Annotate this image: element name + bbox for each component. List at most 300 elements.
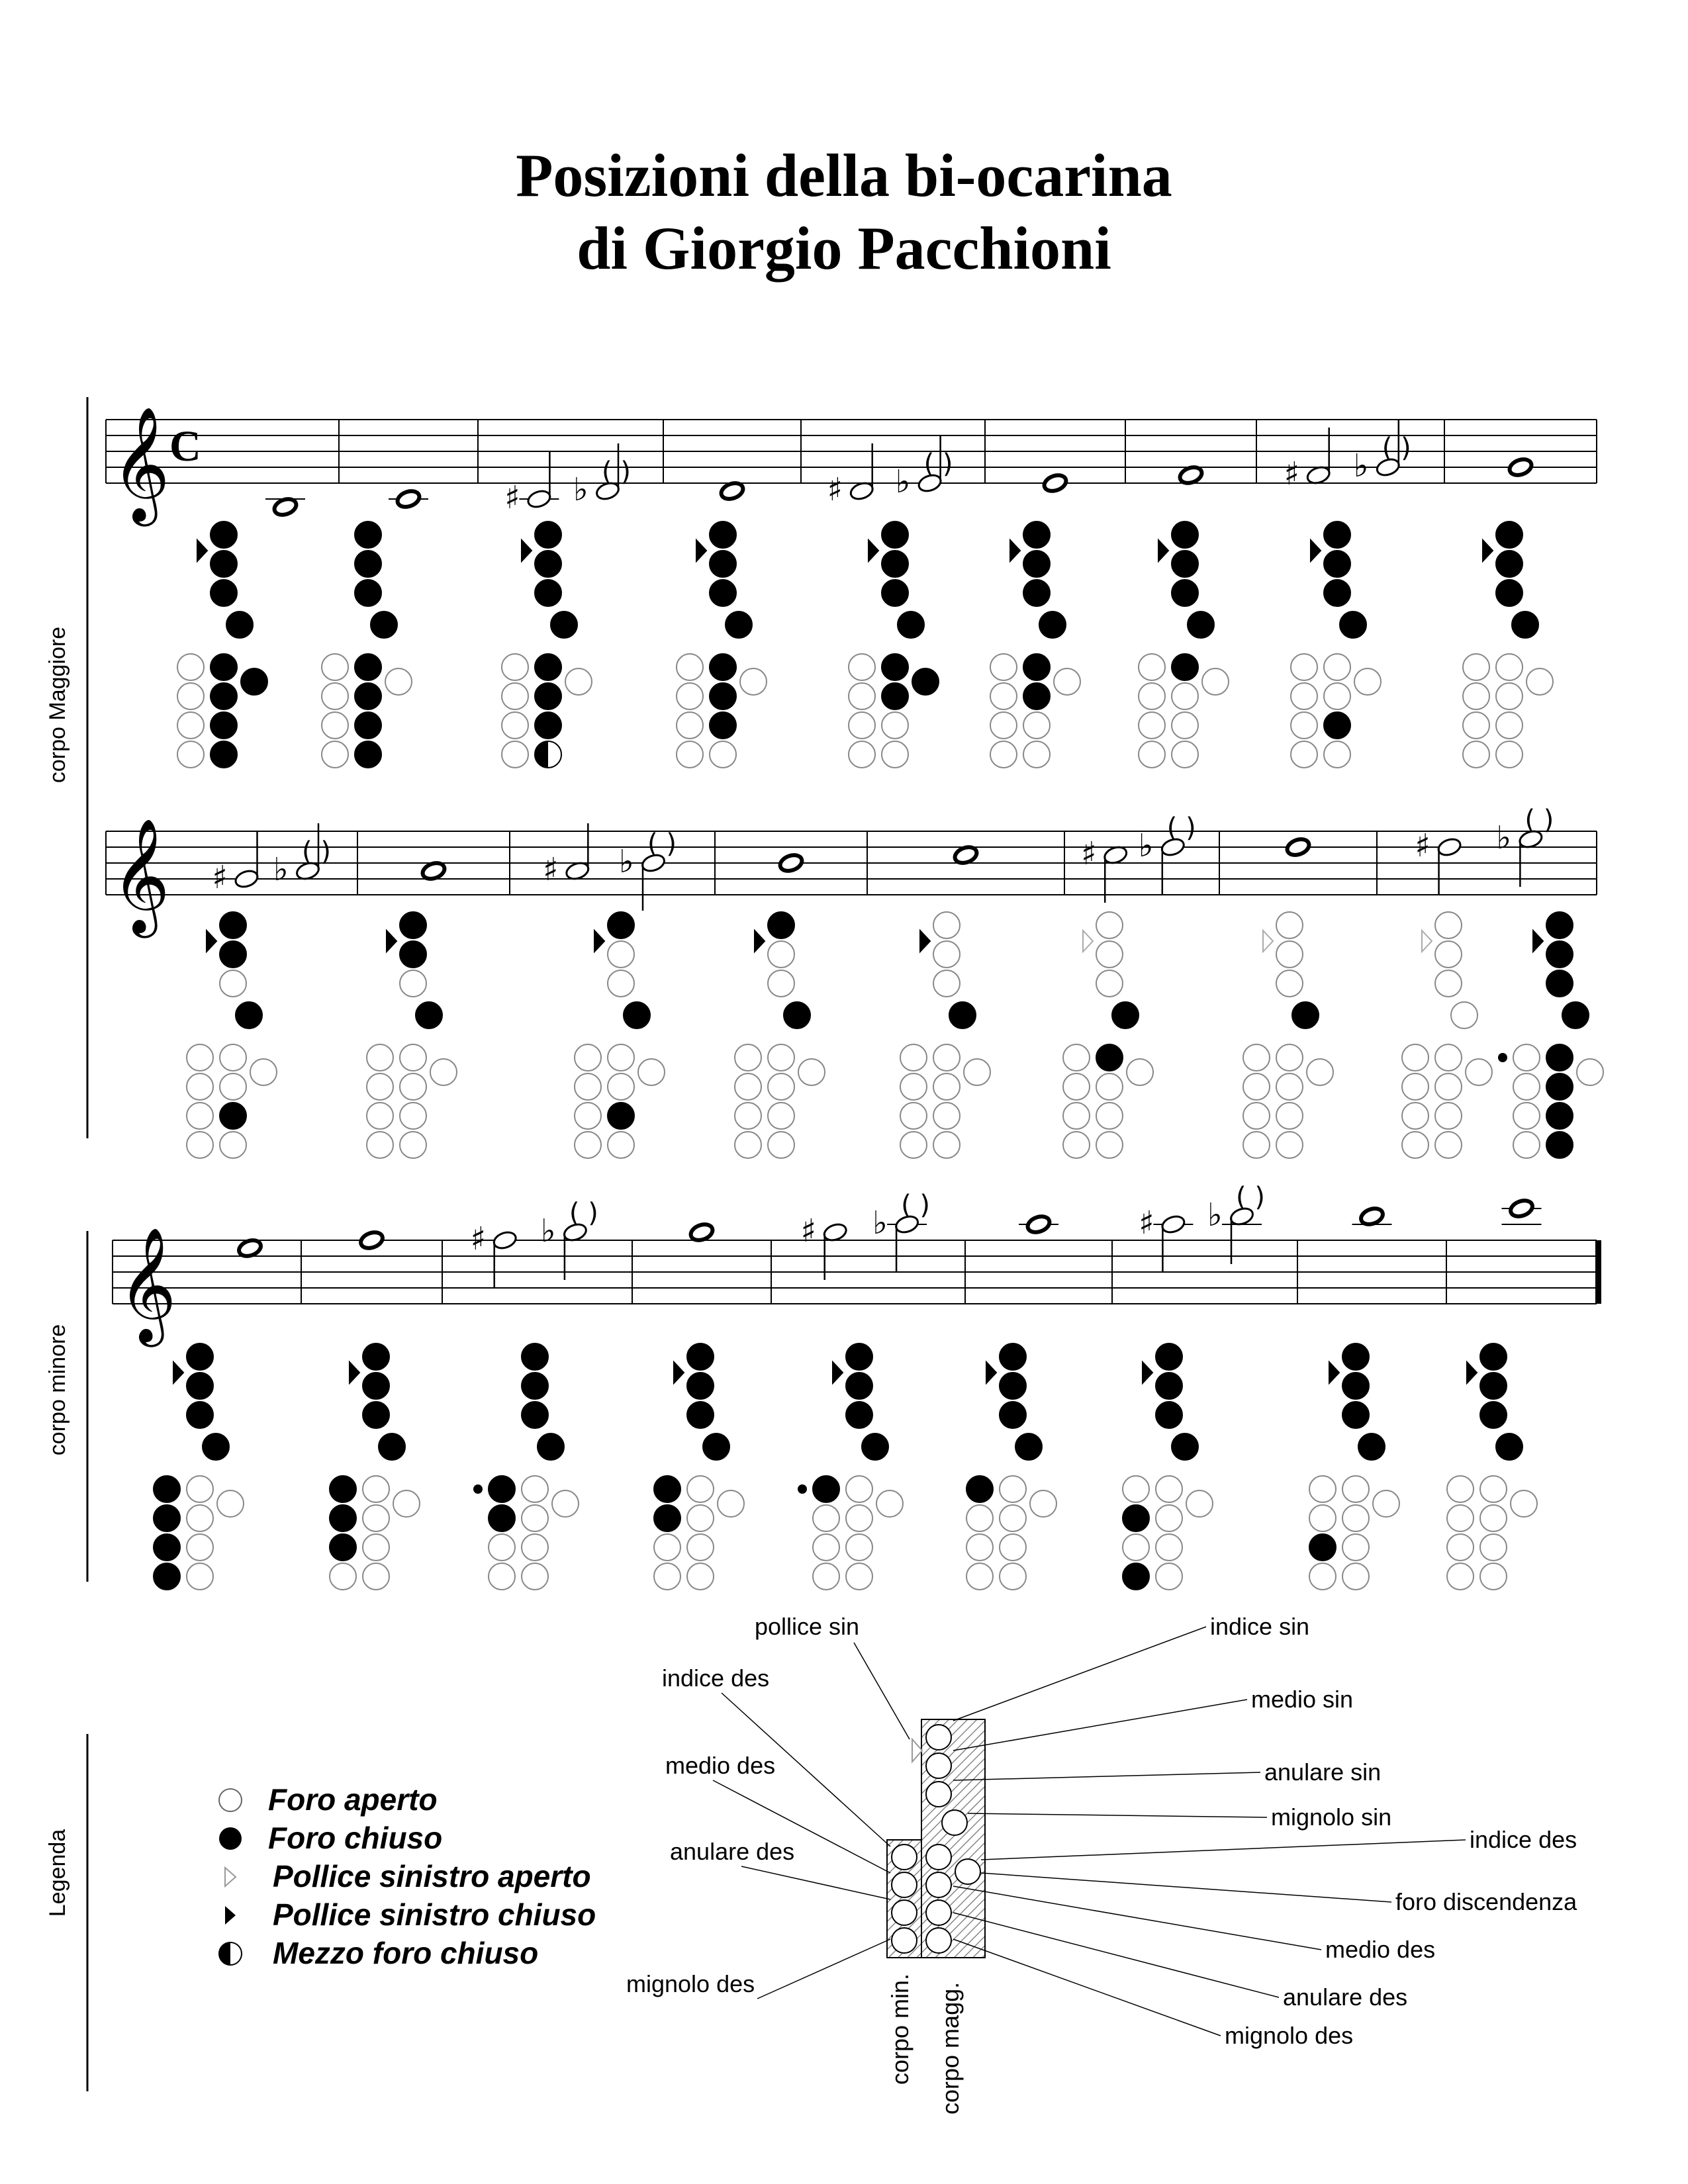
fingering: [1139, 522, 1229, 768]
hole-open: [608, 1044, 634, 1071]
legend: [219, 1782, 596, 1970]
thumb-closed-icon: [920, 931, 930, 952]
hole-open: [1307, 1059, 1333, 1085]
hole-closed: [551, 612, 577, 638]
hole-open: [1513, 1103, 1540, 1129]
hole-open: [363, 1476, 389, 1502]
hole-closed: [154, 1476, 180, 1502]
hole-open: [187, 1505, 213, 1531]
hole-closed: [371, 612, 397, 638]
hole-closed: [489, 1476, 515, 1502]
label-corpo-min: corpo min.: [886, 1973, 914, 2085]
hole-open: [322, 712, 348, 739]
hole-open: [1291, 683, 1317, 709]
diagram-label: anulare des: [1283, 1983, 1408, 2011]
hole-closed: [654, 1505, 680, 1531]
thumb-open-icon: [1263, 931, 1273, 952]
hole-open: [400, 1073, 426, 1100]
legend-thumb-open-icon: [225, 1868, 236, 1886]
hole-open: [1030, 1490, 1056, 1517]
hole-closed: [1358, 1433, 1385, 1460]
hole-closed: [538, 1433, 564, 1460]
fingering: [654, 1343, 744, 1590]
hole-closed: [211, 580, 237, 606]
hole-open: [768, 1044, 794, 1071]
hole-open: [1402, 1132, 1429, 1158]
parenthesis: ( ): [602, 457, 631, 487]
hole-closed: [522, 1343, 548, 1370]
hole-open: [1096, 1073, 1123, 1100]
thumb-closed-icon: [1143, 1362, 1152, 1383]
hole-closed: [535, 712, 561, 739]
hole-open: [1496, 683, 1523, 709]
thumb-closed-icon: [1329, 1362, 1339, 1383]
hole-closed: [1480, 1402, 1507, 1428]
hole-closed: [522, 1402, 548, 1428]
hole-open: [322, 741, 348, 768]
hole-open: [1513, 1132, 1540, 1158]
note: [541, 1198, 598, 1280]
hole-open: [933, 1103, 960, 1129]
hole-closed: [211, 683, 237, 709]
diagram-label: mignolo des: [626, 1970, 755, 1997]
hole-closed: [1172, 580, 1198, 606]
hole-open: [1354, 668, 1381, 695]
hole-open: [846, 1563, 872, 1590]
hole-closed: [1496, 551, 1523, 577]
hole-closed: [1172, 522, 1198, 548]
hole-closed: [1546, 912, 1573, 938]
accidental: ♯: [1139, 1205, 1154, 1242]
hole-closed: [535, 522, 561, 548]
accidental: ♭: [1496, 819, 1512, 856]
accidental: ♭: [1138, 827, 1154, 864]
note: [1081, 835, 1129, 903]
hole-closed: [687, 1343, 714, 1370]
leader-line: [953, 1939, 1221, 2036]
accidental: ♭: [540, 1212, 556, 1250]
side-label-maggiore: corpo Maggiore: [45, 626, 70, 784]
hole-open: [502, 654, 528, 680]
legend-text: Pollice sinistro chiuso: [273, 1897, 596, 1932]
note: [1502, 1198, 1542, 1224]
hole-open: [1139, 741, 1165, 768]
hole-open: [1577, 1059, 1603, 1085]
hole-open: [966, 1534, 993, 1561]
hole-open: [187, 1073, 213, 1100]
label-corpo-magg: corpo magg.: [937, 1981, 964, 2115]
hole-open: [367, 1044, 393, 1071]
hole-open: [187, 1103, 213, 1129]
hole-open: [1023, 712, 1050, 739]
hole-open: [575, 1073, 601, 1100]
hole-open: [1023, 741, 1050, 768]
accidental: ♭: [619, 843, 634, 880]
treble-clef-icon: 𝄞: [111, 406, 170, 522]
thumb-closed-icon: [1483, 540, 1493, 561]
hole-closed: [220, 1103, 246, 1129]
hole-open: [363, 1505, 389, 1531]
note: [359, 1230, 385, 1251]
leader-line: [741, 1866, 890, 1899]
hole-open: [1243, 1073, 1270, 1100]
hole-open: [1435, 1073, 1462, 1100]
title-line-2: di Giorgio Pacchioni: [577, 214, 1111, 282]
accidental: ♯: [543, 851, 559, 888]
hole-closed: [220, 912, 246, 938]
hole-open: [1480, 1476, 1507, 1502]
hole-closed: [226, 612, 253, 638]
hole-open: [735, 1103, 761, 1129]
hole-closed: [1309, 1534, 1336, 1561]
hole-closed: [355, 580, 381, 606]
hole-closed: [862, 1433, 888, 1460]
hole-closed: [1156, 1343, 1182, 1370]
hole-open: [638, 1059, 665, 1085]
hole-open: [926, 1782, 951, 1807]
hole-open: [502, 741, 528, 768]
hole-open: [1480, 1505, 1507, 1531]
hole-closed: [1324, 551, 1350, 577]
hole-closed: [710, 580, 736, 606]
leader-line: [953, 1913, 1279, 1997]
note: [827, 443, 875, 508]
note: [1507, 457, 1533, 478]
hole-open: [1342, 1476, 1369, 1502]
hole-closed: [608, 1103, 634, 1129]
hole-open: [1063, 1132, 1090, 1158]
hole-open: [400, 1044, 426, 1071]
hole-open: [1096, 941, 1123, 968]
hole-open: [177, 712, 204, 739]
parenthesis: ( ): [1236, 1182, 1265, 1212]
accidental: ♯: [1081, 835, 1097, 872]
notehead: [1507, 457, 1533, 478]
hole-open: [900, 1044, 927, 1071]
hole-closed: [1156, 1402, 1182, 1428]
note: [573, 443, 631, 508]
diagram-label: anulare des: [670, 1838, 795, 1865]
hole-open: [849, 712, 875, 739]
hole-open: [1447, 1534, 1474, 1561]
hole-open: [400, 1103, 426, 1129]
hole-closed: [882, 522, 908, 548]
hole-open: [990, 712, 1017, 739]
thumb-open-icon: [1083, 931, 1093, 952]
hole-open: [900, 1073, 927, 1100]
note: [1352, 1206, 1392, 1227]
hole-open: [926, 1900, 951, 1925]
hole-closed: [1342, 1402, 1369, 1428]
note: [778, 852, 804, 874]
thumb-open-icon: [1422, 931, 1432, 952]
hole-open: [1291, 741, 1317, 768]
hole-open: [926, 1753, 951, 1778]
note: [1496, 805, 1554, 887]
hole-open: [768, 941, 794, 968]
notehead: [1436, 837, 1462, 858]
hole-open: [1496, 654, 1523, 680]
diagram-label: indice des: [1470, 1826, 1577, 1853]
parenthesis: ( ): [901, 1190, 931, 1220]
hole-open: [933, 1132, 960, 1158]
hole-open: [892, 1928, 917, 1953]
accidental: ♭: [1353, 447, 1369, 484]
thumb-closed-icon: [833, 1362, 843, 1383]
hole-closed: [1512, 612, 1538, 638]
accidental: ♯: [504, 479, 520, 516]
hole-open: [489, 1534, 515, 1561]
hole-closed: [220, 941, 246, 968]
hole-open: [654, 1534, 680, 1561]
hole-open: [1342, 1505, 1369, 1531]
hole-open: [187, 1476, 213, 1502]
hole-open: [1000, 1563, 1026, 1590]
hole-open: [1096, 912, 1123, 938]
fingering: [849, 522, 939, 768]
hole-closed: [154, 1563, 180, 1590]
hole-closed: [966, 1476, 993, 1502]
thumb-closed-icon: [696, 540, 706, 561]
hole-closed: [1023, 654, 1050, 680]
hole-closed: [211, 741, 237, 768]
parenthesis: ( ): [923, 449, 953, 479]
hole-closed: [710, 522, 736, 548]
hole-closed: [882, 654, 908, 680]
small-dot: [798, 1484, 807, 1494]
hole-closed: [1172, 654, 1198, 680]
hole-open: [1276, 1044, 1303, 1071]
accidental: ♯: [470, 1220, 486, 1257]
note: [801, 1212, 849, 1280]
hole-open: [1123, 1534, 1149, 1561]
hole-closed: [1023, 522, 1050, 548]
hole-open: [1202, 668, 1229, 695]
hole-closed: [400, 941, 426, 968]
hole-open: [1172, 712, 1198, 739]
fingering: [330, 1343, 420, 1590]
hole-closed: [784, 1002, 810, 1028]
hole-open: [892, 1872, 917, 1897]
hole-open: [768, 1132, 794, 1158]
hole-closed: [846, 1343, 872, 1370]
hole-half-fill: [535, 741, 548, 768]
note: [1139, 1205, 1193, 1272]
hole-open: [1139, 683, 1165, 709]
hole-closed: [355, 654, 381, 680]
hole-open: [892, 1844, 917, 1870]
legend-text: Foro aperto: [268, 1782, 438, 1817]
hole-open: [768, 1103, 794, 1129]
notehead: [526, 488, 552, 510]
hole-open: [330, 1563, 356, 1590]
hole-open: [1243, 1132, 1270, 1158]
fingering: [798, 1343, 903, 1590]
hole-closed: [330, 1476, 356, 1502]
hole-open: [489, 1563, 515, 1590]
hole-open: [876, 1490, 903, 1517]
hole-open: [575, 1132, 601, 1158]
hole-closed: [1156, 1373, 1182, 1399]
hole-closed: [522, 1373, 548, 1399]
hole-closed: [363, 1373, 389, 1399]
hole-open: [1309, 1563, 1336, 1590]
hole-closed: [416, 1002, 442, 1028]
note: [1354, 420, 1411, 484]
hole-open: [217, 1490, 244, 1517]
hole-open: [933, 912, 960, 938]
hole-closed: [355, 712, 381, 739]
hole-open: [933, 941, 960, 968]
hole-closed: [768, 912, 794, 938]
hole-open: [367, 1103, 393, 1129]
hole-open: [367, 1132, 393, 1158]
notehead: [1509, 1198, 1534, 1219]
fingering: [1243, 912, 1333, 1158]
hole-open: [1156, 1563, 1182, 1590]
leader-line: [981, 1873, 1391, 1902]
thumb-closed-icon: [173, 1362, 183, 1383]
note: [1415, 827, 1463, 895]
hole-open: [813, 1534, 839, 1561]
note: [619, 829, 677, 911]
hole-closed: [1112, 1002, 1139, 1028]
hole-closed: [710, 712, 736, 739]
treble-clef-icon: 𝄞: [111, 818, 170, 933]
hole-open: [1324, 654, 1350, 680]
hole-open: [926, 1725, 951, 1750]
hole-open: [1402, 1044, 1429, 1071]
hole-closed: [912, 668, 939, 695]
hole-open: [1172, 683, 1198, 709]
note: [872, 1190, 930, 1272]
hole-open: [1324, 741, 1350, 768]
hole-open: [1096, 970, 1123, 997]
hole-open: [1000, 1534, 1026, 1561]
hole-open: [575, 1103, 601, 1129]
hole-open: [677, 654, 703, 680]
parenthesis: ( ): [647, 829, 677, 859]
hole-open: [1139, 712, 1165, 739]
hole-open: [813, 1505, 839, 1531]
hole-open: [926, 1872, 951, 1897]
hole-closed: [882, 551, 908, 577]
hole-closed: [1096, 1044, 1123, 1071]
hole-open: [385, 668, 412, 695]
hole-closed: [535, 551, 561, 577]
accidental: ♭: [1207, 1197, 1223, 1234]
hole-open: [177, 741, 204, 768]
thumb-closed-icon: [986, 1362, 996, 1383]
hole-closed: [1123, 1505, 1149, 1531]
time-signature: C: [169, 422, 201, 471]
leader-line: [953, 1627, 1206, 1721]
hole-closed: [1546, 1132, 1573, 1158]
fingering: [1063, 912, 1153, 1158]
hole-closed: [154, 1534, 180, 1561]
fingering: [1463, 522, 1553, 768]
notehead: [1160, 1214, 1186, 1235]
notehead: [1285, 837, 1311, 858]
notehead: [1025, 1214, 1051, 1235]
hole-open: [608, 1073, 634, 1100]
hole-open: [740, 668, 767, 695]
hole-closed: [211, 712, 237, 739]
hole-closed: [1342, 1343, 1369, 1370]
diagram-label: pollice sin: [755, 1613, 860, 1640]
hole-open: [250, 1059, 277, 1085]
fingering: [735, 912, 825, 1158]
thumb-closed-icon: [674, 1362, 684, 1383]
fingering: [1447, 1343, 1537, 1590]
legend-text: Foro chiuso: [268, 1821, 443, 1855]
final-barline: [1595, 1240, 1601, 1304]
hole-open: [1435, 1132, 1462, 1158]
hole-open: [1276, 941, 1303, 968]
hole-closed: [1123, 1563, 1149, 1590]
legend-text: Mezzo foro chiuso: [273, 1936, 539, 1970]
hole-open: [1451, 1002, 1477, 1028]
hole-open: [1186, 1490, 1213, 1517]
hole-closed: [1480, 1373, 1507, 1399]
hole-open: [687, 1505, 714, 1531]
hole-closed: [1023, 683, 1050, 709]
fingering: [966, 1343, 1056, 1590]
hole-open: [565, 668, 592, 695]
hole-open: [1463, 654, 1489, 680]
hole-closed: [1015, 1433, 1042, 1460]
legend-half-hole-fill: [219, 1942, 230, 1965]
hole-open: [933, 970, 960, 997]
hole-open: [1000, 1476, 1026, 1502]
hole-open: [502, 683, 528, 709]
hole-open: [1526, 668, 1553, 695]
fingering: [187, 912, 277, 1158]
hole-closed: [211, 522, 237, 548]
fingering: [154, 1343, 244, 1590]
hole-closed: [363, 1343, 389, 1370]
hole-closed: [1546, 941, 1573, 968]
hole-open: [846, 1534, 872, 1561]
parenthesis: ( ): [1166, 813, 1196, 843]
hole-open: [933, 1073, 960, 1100]
leader-line: [953, 1700, 1247, 1751]
hole-open: [849, 741, 875, 768]
small-dot: [1498, 1053, 1507, 1062]
fingering: [900, 912, 990, 1158]
hole-closed: [687, 1373, 714, 1399]
hole-open: [1309, 1476, 1336, 1502]
hole-open: [1276, 912, 1303, 938]
hole-open: [1156, 1476, 1182, 1502]
hole-open: [718, 1490, 744, 1517]
hole-open: [1156, 1505, 1182, 1531]
diagram-label: indice sin: [1210, 1613, 1310, 1640]
hole-open: [1096, 1103, 1123, 1129]
hole-closed: [710, 683, 736, 709]
hole-open: [1063, 1044, 1090, 1071]
thumb-closed-icon: [755, 931, 765, 952]
hole-open: [846, 1476, 872, 1502]
hole-closed: [1023, 551, 1050, 577]
thumb-closed-icon: [868, 540, 878, 561]
hole-open: [220, 970, 246, 997]
hole-open: [900, 1132, 927, 1158]
hole-open: [849, 683, 875, 709]
hole-open: [1156, 1534, 1182, 1561]
hole-closed: [1188, 612, 1214, 638]
hole-open: [1243, 1103, 1270, 1129]
